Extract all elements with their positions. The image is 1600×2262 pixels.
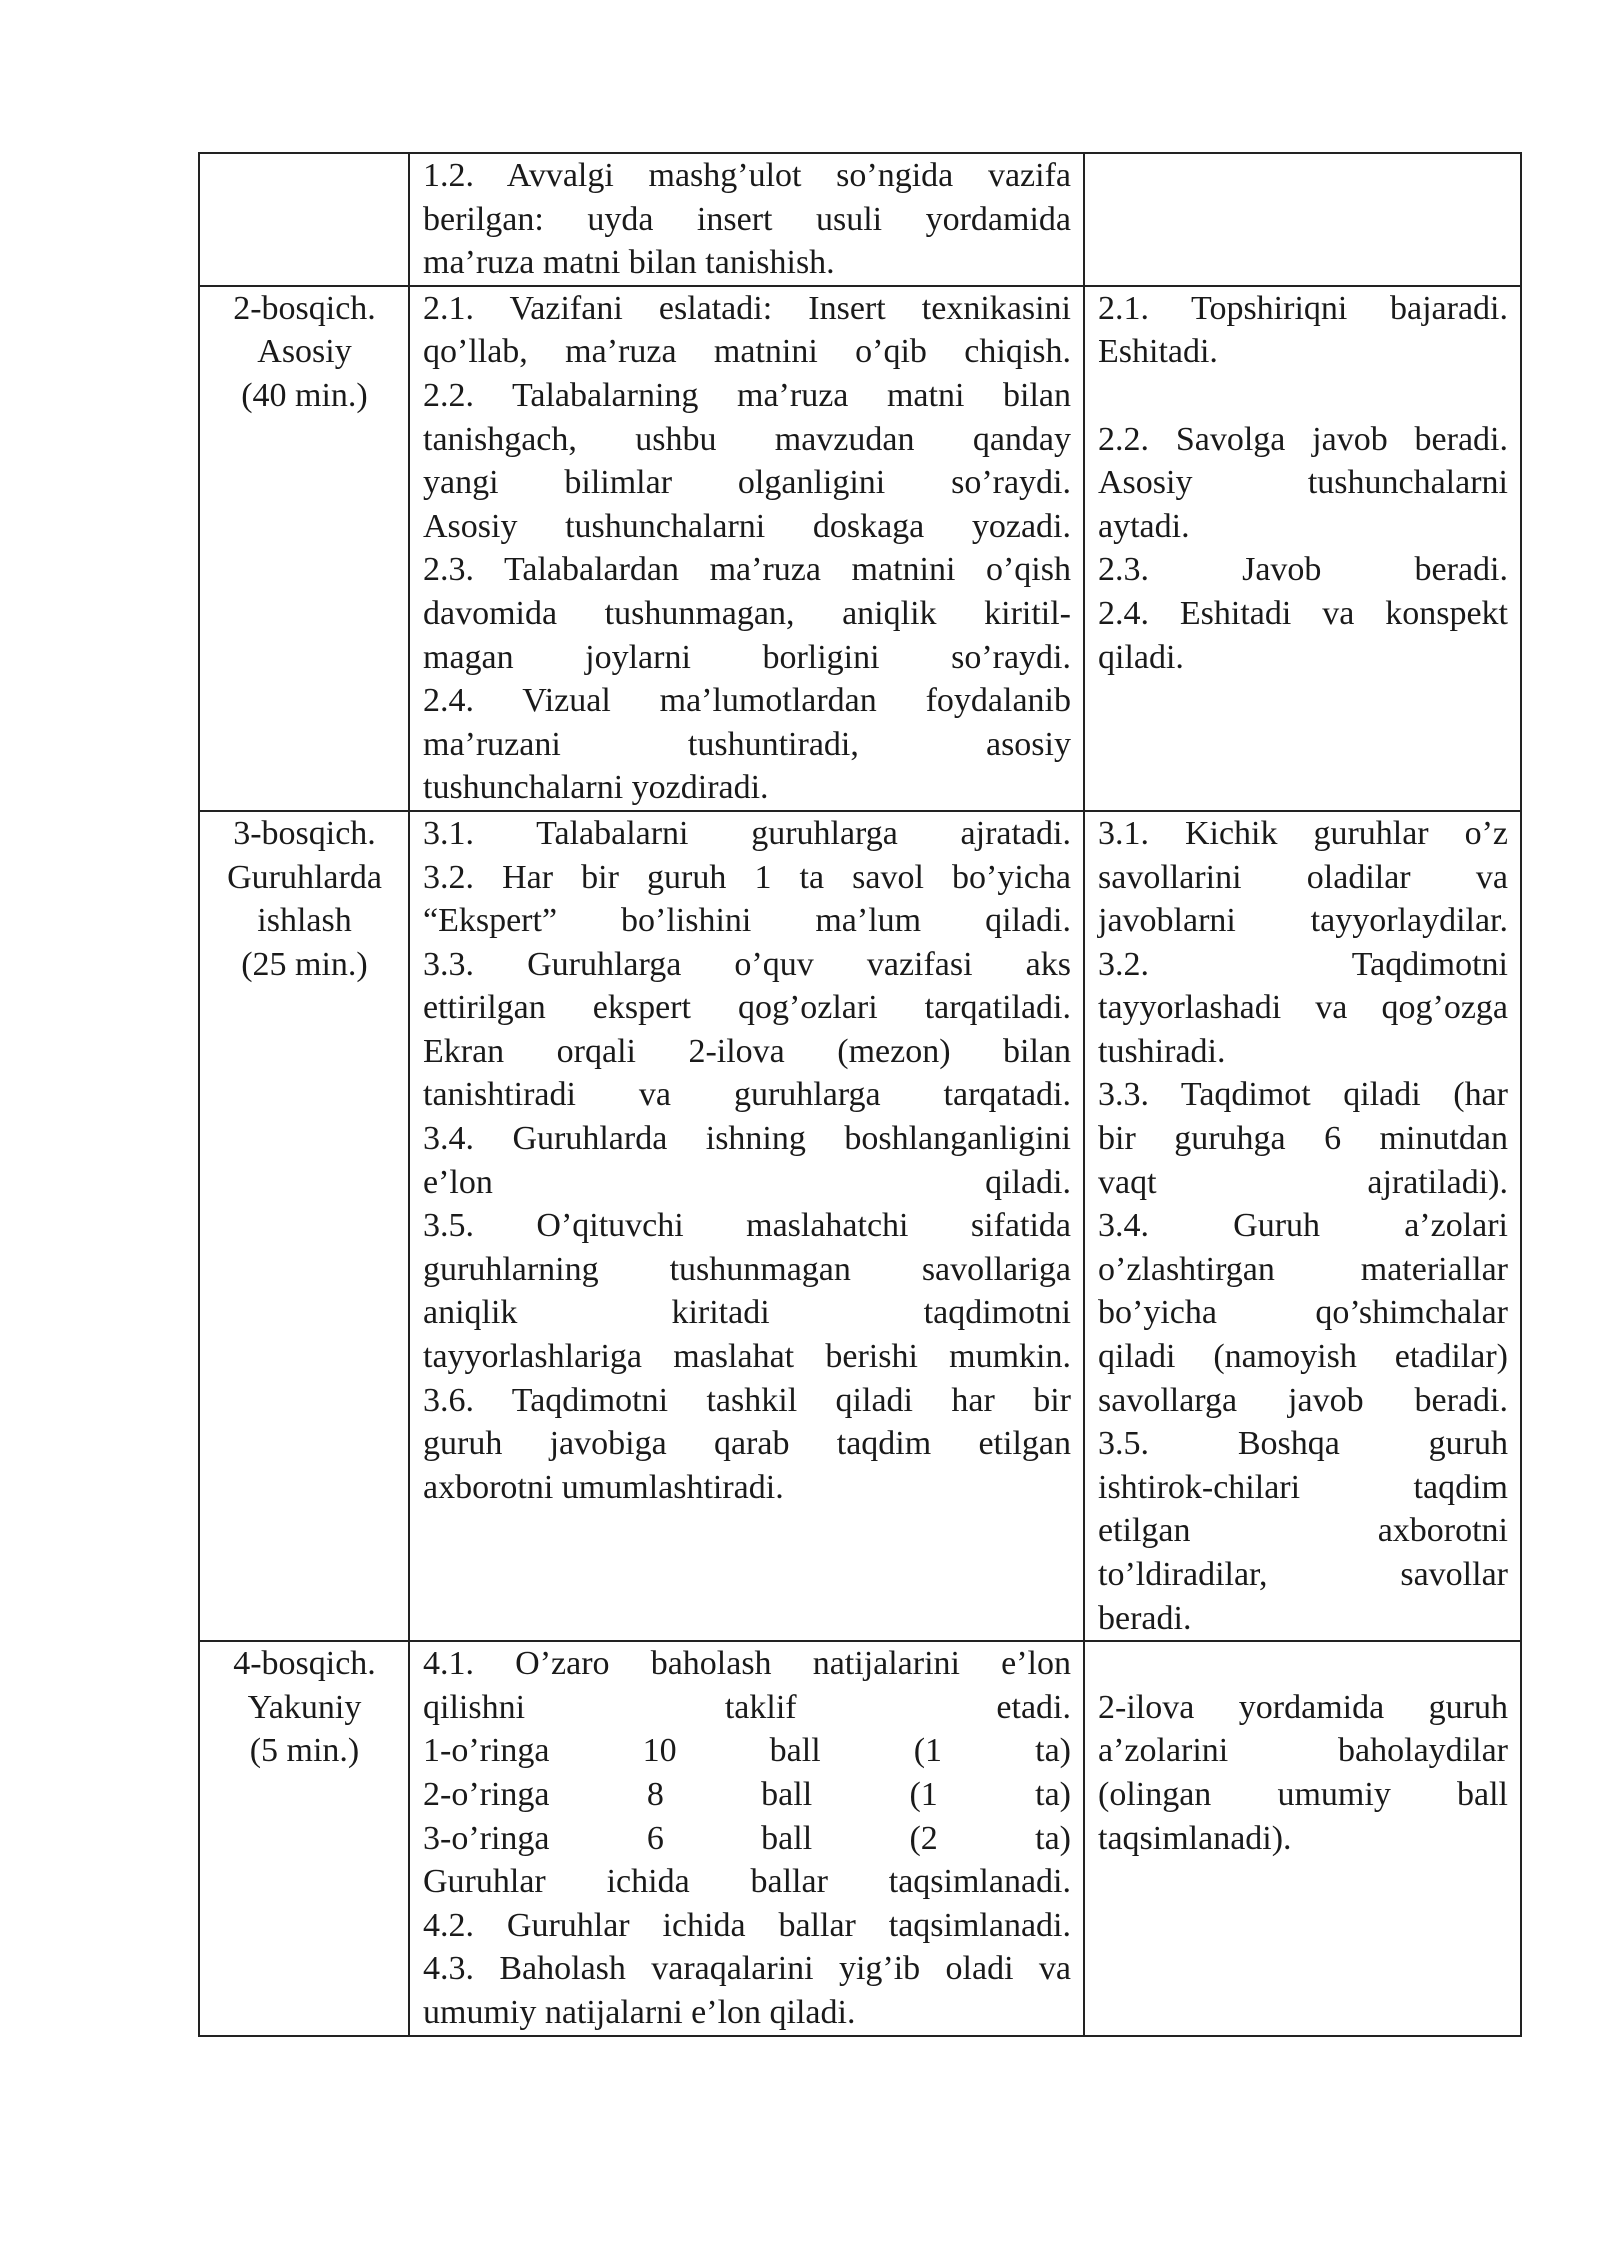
student-text-line: 3.1. Kichik guruhlar o’z [1098,814,1508,852]
student-text-line: 2.4. Eshitadi va konspekt [1098,594,1508,632]
teacher-text-line: 3-o’ringa 6 ball (2 ta) [423,1819,1071,1857]
stage-cell [199,811,409,1641]
student-cell [1084,811,1521,1641]
teacher-text-line: ettirilgan ekspert qog’ozlari tarqatiladi. [423,989,1071,1027]
student-text-line: qiladi (namoyish etadilar) [1098,1338,1508,1376]
student-text-line: savollarga javob beradi. [1098,1381,1508,1419]
student-text-line: 3.2. Taqdimotni [1098,945,1508,983]
teacher-text-line: Guruhlar ichida ballar taqsimlanadi. [423,1863,1071,1901]
student-cell [1084,286,1521,811]
teacher-text-line: axborotni umumlashtiradi. [423,1468,784,1506]
teacher-text-line: guruhlarning tushunmagan savollariga [423,1250,1071,1288]
stage-text-line: ishlash [257,902,352,940]
teacher-text-line: 2.2. Talabalarning ma’ruza matni bilan [423,376,1071,414]
student-text-line: aytadi. [1098,507,1190,545]
teacher-text-line: 2.4. Vizual ma’lumotlardan foydalanib [423,682,1071,720]
teacher-text-line: ma’ruzani tushuntiradi, asosiy [423,725,1071,763]
teacher-text-line: berilgan: uyda insert usuli yordamida [423,200,1071,238]
teacher-text-line: 3.6. Taqdimotni tashkil qiladi har bir [423,1381,1071,1419]
student-text-line: (olingan umumiy ball [1098,1775,1508,1813]
teacher-text-line: tayyorlashlariga maslahat berishi mumkin. [423,1338,1071,1376]
student-text-line: a’zolarini baholaydilar [1098,1732,1508,1770]
teacher-text-line: tanishtiradi va guruhlarga tarqatadi. [423,1076,1071,1114]
teacher-text-line: 4.3. Baholash varaqalarini yig’ib oladi va [423,1950,1071,1988]
stage-cell [199,153,409,286]
teacher-text-line: e’lon qiladi. [423,1163,1071,1201]
student-text-line: beradi. [1098,1599,1192,1637]
stage-text-line: Asosiy [257,333,352,371]
lesson-plan-table-body [199,153,1521,2036]
student-text-line: tayyorlashadi va qog’ozga [1098,989,1508,1027]
teacher-text-line: guruh javobiga qarab taqdim etilgan [423,1425,1071,1463]
teacher-text-line: davomida tushunmagan, aniqlik kiritil- [423,594,1071,632]
student-text-line: 2.3. Javob beradi. [1098,551,1508,589]
stage-cell [199,1641,409,2035]
student-text-line: 2.1. Topshiriqni bajaradi. [1098,289,1508,327]
stage-text-line: (25 min.) [241,945,368,983]
teacher-text-line: “Ekspert” bo’lishini ma’lum qiladi. [423,902,1071,940]
blank-line [1098,374,1508,418]
teacher-text-line: tushunchalarni yozdiradi. [423,769,769,807]
teacher-text-line: 3.4. Guruhlarda ishning boshlanganligini [423,1120,1071,1158]
table-row [199,1641,1521,2035]
stage-text-line: Yakuniy [247,1688,362,1726]
student-text-line: savollarini oladilar va [1098,858,1508,896]
student-text-line: to’ldiradilar, savollar [1098,1556,1508,1593]
teacher-text-line: 3.1. Talabalarni guruhlarga ajratadi. [423,814,1071,852]
teacher-text-line: 4.2. Guruhlar ichida ballar taqsimlanadi. [423,1906,1071,1944]
teacher-text-line: qo’llab, ma’ruza matnini o’qib chiqish. [423,333,1071,371]
student-cell [1084,1641,1521,2035]
lesson-plan-table [198,152,1522,2037]
teacher-text-line: 1-o’ringa 10 ball (1 ta) [423,1732,1071,1770]
teacher-text-line: 2-o’ringa 8 ball (1 ta) [423,1775,1071,1813]
student-text-line: 3.5. Boshqa guruh [1098,1425,1508,1463]
student-text-line: etilgan axborotni [1098,1512,1508,1550]
teacher-text-line: umumiy natijalarni e’lon qiladi. [423,1993,856,2031]
teacher-text-line: ma’ruza matni bilan tanishish. [423,244,835,282]
teacher-text-line: tanishgach, ushbu mavzudan qanday [423,420,1071,458]
student-cell [1084,153,1521,286]
student-text-line: bir guruhga 6 minutdan [1098,1120,1508,1158]
teacher-text-line: Asosiy tushunchalarni doskaga yozadi. [423,507,1071,545]
table-row [199,153,1521,286]
teacher-cell [409,811,1084,1641]
teacher-text-line: 2.1. Vazifani eslatadi: Insert texnikasini [423,289,1071,327]
stage-text-line: Guruhlarda [227,858,382,896]
student-text-line: taqsimlanadi). [1098,1819,1292,1857]
student-text-line: tushiradi. [1098,1032,1226,1070]
stage-text-line: 2-bosqich. [233,289,376,327]
teacher-text-line: 3.2. Har bir guruh 1 ta savol bo’yicha [423,858,1071,896]
teacher-text-line: 4.1. O’zaro baholash natijalarini e’lon [423,1645,1071,1683]
teacher-text-line: qilishni taklif etadi. [423,1688,1071,1726]
student-text-line: o’zlashtirgan materiallar [1098,1250,1508,1288]
table-row [199,286,1521,811]
blank-line [1098,1642,1508,1686]
student-text-line: ishtirok-chilari taqdim [1098,1468,1508,1506]
student-text-line: bo’yicha qo’shimchalar [1098,1294,1508,1332]
student-text-line: javoblarni tayyorlaydilar. [1098,902,1508,940]
teacher-text-line: 2.3. Talabalardan ma’ruza matnini o’qish [423,551,1071,589]
teacher-text-line: 1.2. Avvalgi mashg’ulot so’ngida vazifa [423,157,1071,194]
teacher-cell [409,286,1084,811]
student-text-line: qiladi. [1098,638,1184,676]
stage-text-line: (5 min.) [249,1732,360,1770]
student-text-line: 3.3. Taqdimot qiladi (har [1098,1076,1508,1114]
teacher-cell [409,153,1084,286]
student-text-line: 2-ilova yordamida guruh [1098,1688,1508,1726]
table-row [199,811,1521,1641]
document-page [198,152,1520,2037]
teacher-text-line: 3.3. Guruhlarga o’quv vazifasi aks [423,945,1071,983]
student-text-line: Asosiy tushunchalarni [1098,464,1508,502]
teacher-text-line: magan joylarni borligini so’raydi. [423,638,1071,676]
student-text-line: vaqt ajratiladi). [1098,1163,1508,1201]
teacher-text-line: Ekran orqali 2-ilova (mezon) bilan [423,1032,1071,1070]
teacher-text-line: yangi bilimlar olganligini so’raydi. [423,464,1071,502]
teacher-cell [409,1641,1084,2035]
teacher-text-line: aniqlik kiritadi taqdimotni [423,1294,1071,1332]
teacher-text-line: 3.5. O’qituvchi maslahatchi sifatida [423,1207,1071,1245]
stage-text-line: (40 min.) [241,376,368,414]
stage-text-line: 4-bosqich. [233,1645,376,1683]
stage-cell [199,286,409,811]
student-text-line: 3.4. Guruh a’zolari [1098,1207,1508,1245]
student-text-line: 2.2. Savolga javob beradi. [1098,420,1508,458]
student-text-line: Eshitadi. [1098,333,1218,371]
stage-text-line: 3-bosqich. [233,814,376,852]
